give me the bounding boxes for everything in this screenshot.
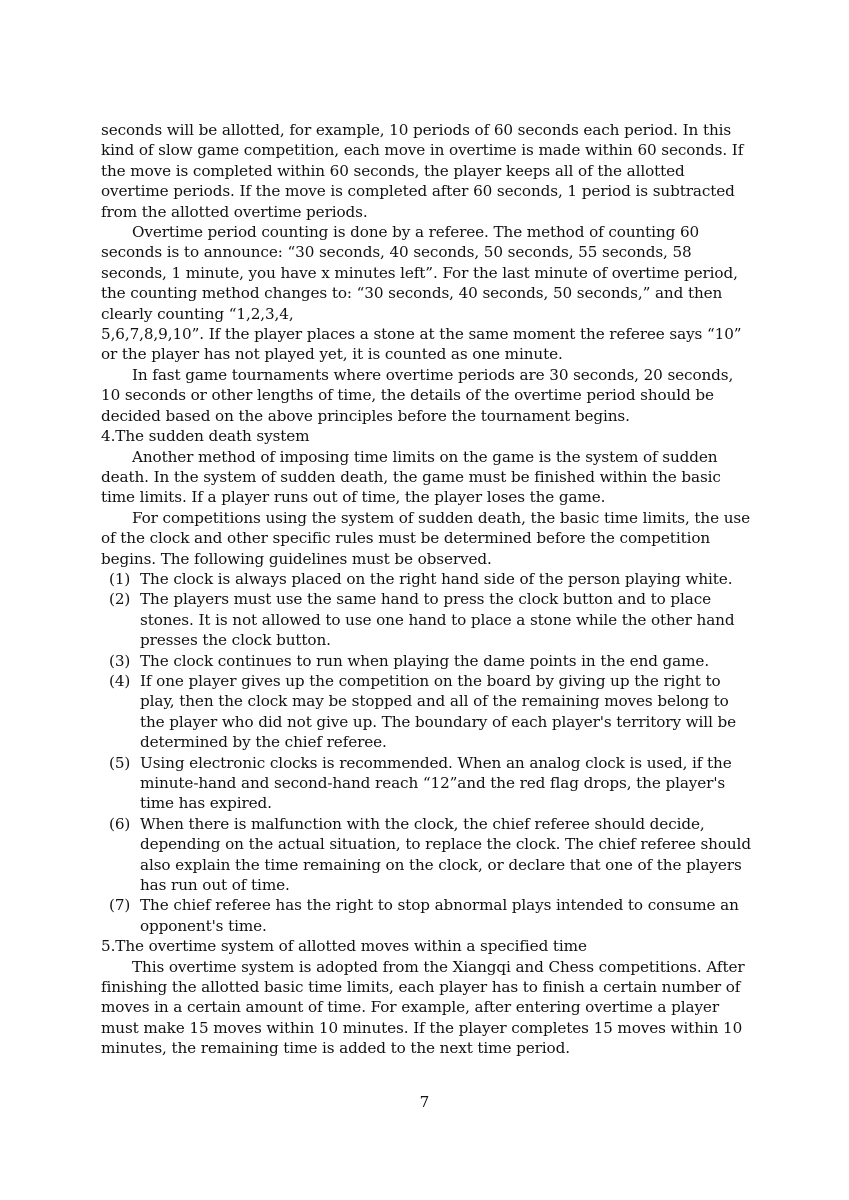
list-item-number: (4) [109, 671, 131, 690]
list-item-text: When there is malfunction with the clock, the chief referee should decide, depending on the actual situation, to replace the clock. The chief referee should also explain the time remaining on the clock, or declare that one of the players has run out of time. [140, 814, 751, 895]
list-item-number: (3) [109, 651, 131, 670]
section-heading-allotted-moves: 5.The overtime system of allotted moves within a specified time [101, 937, 587, 956]
paragraph-overtime-periods: seconds will be allotted, for example, 10 periods of 60 seconds each period. In this kind of slow game competition, each move in overtime is made within 60 seconds. If the move is completed within 60 seconds, the player keeps all of the allotted overtime periods. If the move is completed after 60 seconds, 1 period is subtracted from the allotted overtime periods. [101, 121, 744, 221]
paragraph-fast-games: In fast game tournaments where overtime periods are 30 seconds, 20 seconds, 10 seconds or other lengths of time, the details of the overtime period should be decided based on the above principles before the tournament begins. [101, 365, 734, 425]
list-item-number: (5) [109, 753, 131, 772]
list-item-text: The clock continues to run when playing the dame points in the end game. [140, 651, 710, 670]
list-item-number: (6) [109, 814, 131, 833]
list-item-text: Using electronic clocks is recommended. When an analog clock is used, if the minute-hand and second-hand reach “12”and the red flag drops, the player's time has expired. [140, 753, 732, 813]
list-item-number: (7) [109, 896, 131, 915]
list-item [101, 569, 751, 589]
section-heading-sudden-death: 4.The sudden death system [101, 427, 310, 446]
page-number: 7 [419, 1093, 430, 1111]
paragraph-sudden-death: Another method of imposing time limits on the game is the system of sudden death. In the system of sudden death, the game must be finished within the basic time limits. If a player runs out of time, the player loses the game. [101, 447, 721, 507]
list-item-text: If one player gives up the competition on the board by giving up the right to play, then the clock may be stopped and all of the remaining moves belong to the player who did not give up. The boundary of each player's territory will be determined by the chief referee. [140, 671, 737, 752]
list-item-text: The players must use the same hand to press the clock button and to place stones. It is not allowed to use one hand to place a stone while the other hand presses the clock button. [140, 590, 735, 650]
paragraph-sudden-death-guidelines: For competitions using the system of sudden death, the basic time limits, the use of the clock and other specific rules must be determined before the competition begins. The following guidelines must be observed. [101, 508, 750, 568]
list-item-text: The chief referee has the right to stop abnormal plays intended to consume an opponent's time. [140, 896, 739, 935]
list-item [101, 589, 751, 650]
paragraph-allotted-moves: This overtime system is adopted from the Xiangqi and Chess competitions. After finishing the allotted basic time limits, each player has to finish a certain number of moves in a certain amount of time. For example, after entering overtime a player must make 15 moves within 10 minutes. If the player completes 15 moves within 10 minutes, the remaining time is added to the next time period. [101, 957, 745, 1058]
list-item [101, 814, 751, 896]
list-item [101, 753, 751, 814]
paragraph-period-counting-continued: 5,6,7,8,9,10”. If the player places a stone at the same moment the referee says “10” or the player has not played yet, it is counted as one minute. [101, 325, 742, 364]
paragraph-period-counting: Overtime period counting is done by a referee. The method of counting 60 seconds is to announce: “30 seconds, 40 seconds, 50 seconds, 55 seconds, 58 seconds, 1 minute, you have x minutes left”. For the last minute of overtime period, the counting method changes to: “30 seconds, 40 seconds, 50 seconds,” and then clearly counting “1,2,3,4, [101, 223, 738, 323]
page-body [101, 120, 751, 1059]
list-item [101, 895, 751, 936]
guideline-list [101, 569, 751, 936]
list-item [101, 651, 751, 671]
list-item-number: (1) [109, 569, 131, 588]
list-item-text: The clock is always placed on the right hand side of the person playing white. [140, 569, 733, 588]
list-item-number: (2) [109, 590, 131, 609]
list-item [101, 671, 751, 753]
